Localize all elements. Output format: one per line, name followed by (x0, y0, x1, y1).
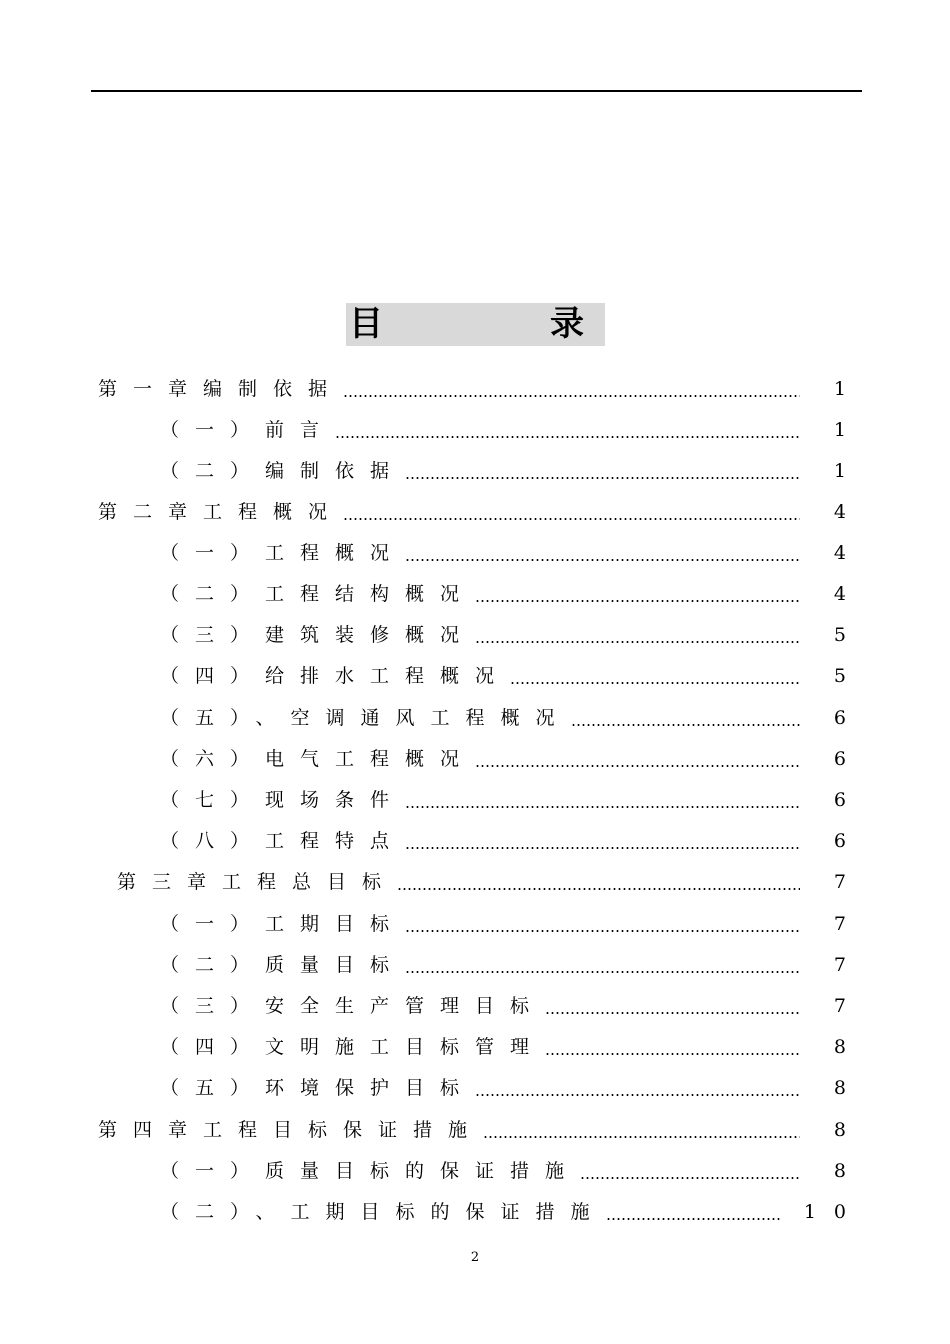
toc-entry-label: （四）给排水工程概况 (160, 665, 511, 687)
toc-entry-label: （一）前言 (160, 419, 336, 441)
toc-entry[interactable] (160, 911, 846, 937)
toc-entry[interactable] (160, 622, 846, 648)
toc-leader-dots (475, 622, 800, 648)
toc-entry-label: （四）文明施工目标管理 (160, 1036, 546, 1058)
toc-leader-dots (405, 828, 800, 854)
toc-title (346, 303, 605, 346)
toc-entry-chapter-3[interactable] (117, 869, 846, 895)
toc-entry-label: （三）建筑装修概况 (160, 624, 476, 646)
toc-entry-chapter-1[interactable] (98, 376, 846, 402)
toc-entry-page: 8 (833, 1036, 846, 1058)
toc-leader-dots (510, 663, 800, 689)
toc-entry-label: （八）工程特点 (160, 830, 406, 852)
toc-leader-dots (475, 746, 800, 772)
toc-entry-page: 4 (833, 501, 846, 523)
toc-entry[interactable] (160, 787, 846, 813)
toc-entry[interactable] (160, 581, 846, 607)
toc-entry-page: 8 (833, 1119, 846, 1141)
title-char-left: 目 (349, 304, 383, 344)
toc-entry-page: 10 (803, 1201, 864, 1223)
toc-entry-label: （六）电气工程概况 (160, 748, 476, 770)
toc-entry-page: 7 (833, 995, 846, 1017)
toc-entry-label: 第一章编制依据 (98, 378, 344, 400)
toc-entry-label: （二）、工期目标的保证措施 (160, 1201, 606, 1223)
toc-entry-label: （五）、空调通风工程概况 (160, 707, 571, 729)
toc-entry[interactable] (160, 1199, 864, 1225)
toc-entry-label: （二）质量目标 (160, 954, 406, 976)
toc-entry[interactable] (160, 1034, 846, 1060)
toc-entry-label: 第四章工程目标保证措施 (98, 1119, 484, 1141)
toc-entry-page: 1 (833, 460, 846, 482)
toc-leader-dots (545, 1034, 800, 1060)
toc-entry-page: 1 (833, 419, 846, 441)
toc-entry-page: 6 (833, 748, 846, 770)
toc-leader-dots (475, 581, 800, 607)
toc-leader-dots (545, 993, 800, 1019)
toc-entry-page: 4 (833, 542, 846, 564)
header-rule (91, 90, 862, 92)
toc-entry[interactable] (160, 993, 846, 1019)
toc-entry-page: 6 (833, 830, 846, 852)
toc-leader-dots (405, 540, 800, 566)
toc-entry[interactable] (160, 746, 846, 772)
toc-entry[interactable] (160, 1158, 846, 1184)
toc-entry-page: 8 (833, 1077, 846, 1099)
toc-entry-page: 8 (833, 1160, 846, 1182)
toc-entry-label: （一）工程概况 (160, 542, 406, 564)
toc-leader-dots (580, 1158, 800, 1184)
toc-entry-page: 6 (833, 707, 846, 729)
toc-entry-label: （五）环境保护目标 (160, 1077, 476, 1099)
toc-entry-chapter-4[interactable] (98, 1117, 846, 1143)
page-number: 2 (470, 1250, 480, 1265)
toc-entry[interactable] (160, 417, 846, 443)
toc-entry-page: 7 (833, 913, 846, 935)
toc-entry-label: （二）编制依据 (160, 460, 406, 482)
toc-entry-page: 7 (833, 871, 846, 893)
toc-leader-dots (405, 952, 800, 978)
toc-entry[interactable] (160, 952, 846, 978)
toc-entry-label: （一）工期目标 (160, 913, 406, 935)
toc-leader-dots (405, 911, 800, 937)
toc-leader-dots (483, 1117, 800, 1143)
toc-entry-page: 6 (833, 789, 846, 811)
toc-entry[interactable] (160, 540, 846, 566)
toc-entry-label: （七）现场条件 (160, 789, 406, 811)
toc-leader-dots (571, 705, 800, 731)
toc-entry-page: 5 (833, 624, 846, 646)
toc-entry[interactable] (160, 458, 846, 484)
toc-entry-label: 第三章工程总目标 (117, 871, 398, 893)
toc-entry-page: 7 (833, 954, 846, 976)
toc-leader-dots (335, 417, 800, 443)
toc-entry-page: 4 (833, 583, 846, 605)
toc-entry-label: （三）安全生产管理目标 (160, 995, 546, 1017)
toc-entry[interactable] (160, 828, 846, 854)
toc-entry-label: （二）工程结构概况 (160, 583, 476, 605)
title-char-right: 录 (550, 304, 584, 344)
toc-entry-label: （一）质量目标的保证措施 (160, 1160, 581, 1182)
toc-leader-dots (405, 787, 800, 813)
toc-entry[interactable] (160, 1075, 846, 1101)
toc-entry-page: 1 (833, 378, 846, 400)
toc-leader-dots (397, 869, 800, 895)
toc-leader-dots (475, 1075, 800, 1101)
toc-entry[interactable] (160, 705, 846, 731)
toc-leader-dots (405, 458, 800, 484)
toc-entry[interactable] (160, 663, 846, 689)
toc-leader-dots (343, 499, 800, 525)
toc-entry-page: 5 (833, 665, 846, 687)
toc-leader-dots (606, 1199, 782, 1225)
toc-leader-dots (343, 376, 800, 402)
toc-entry-chapter-2[interactable] (98, 499, 846, 525)
toc-entry-label: 第二章工程概况 (98, 501, 344, 523)
